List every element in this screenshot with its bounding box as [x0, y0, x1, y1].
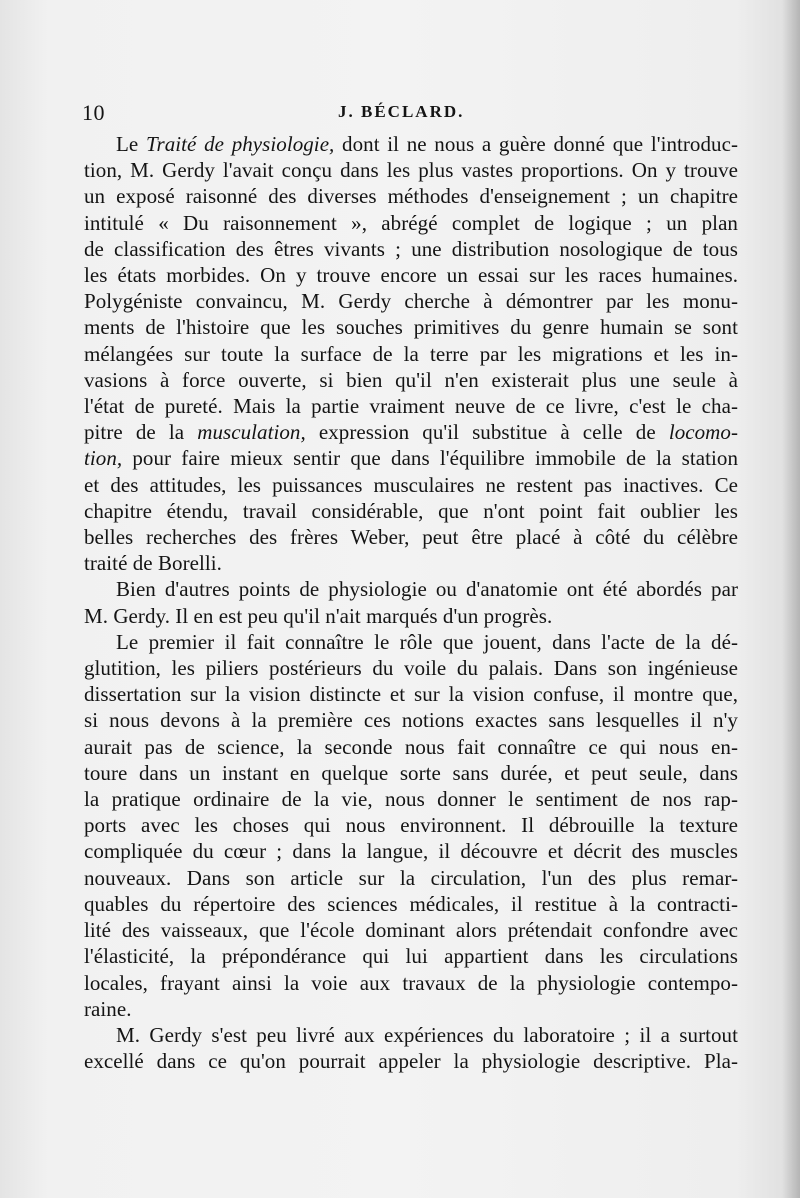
text-line — [84, 210, 738, 236]
text-run: expression qu'il substitue à celle de — [305, 420, 669, 445]
text-line — [84, 472, 738, 498]
text-line — [84, 393, 738, 419]
text-line — [84, 865, 738, 891]
text-line — [84, 760, 738, 786]
text-line — [84, 498, 738, 524]
page-edge-shadow — [782, 0, 800, 1198]
text-run: belles recherches des frères Weber, peut être placé à côté du célèbre — [84, 525, 738, 550]
text-line — [84, 262, 738, 288]
text-run: lité des vaisseaux, que l'école dominant alors prétendait confondre avec — [84, 918, 738, 943]
text-line — [84, 341, 738, 367]
text-line — [84, 996, 738, 1022]
text-run: locales, frayant ainsi la voie aux travaux de la physiologie contempo- — [84, 970, 738, 995]
text-run: si nous devons à la première ces notions exactes sans lesquelles il n'y — [84, 708, 738, 733]
text-line — [84, 943, 738, 969]
text-run: les états morbides. On y trouve encore un essai sur les races humaines. — [84, 263, 738, 288]
text-line — [84, 524, 738, 550]
text-run: l'élasticité, la prépondérance qui lui appartient dans les circulations — [84, 944, 738, 969]
text-line — [84, 734, 738, 760]
text-line — [84, 445, 738, 471]
text-run: de classification des êtres vivants ; une distribution nosologique de tous — [84, 236, 738, 261]
italic-text: tion, — [84, 446, 123, 471]
text-line — [84, 655, 738, 681]
text-run: Le — [116, 132, 146, 156]
text-line — [84, 157, 738, 183]
text-line — [84, 1022, 738, 1048]
text-line — [84, 419, 738, 445]
text-run: compliquée du cœur ; dans la langue, il découvre et décrit des muscles — [84, 839, 738, 864]
text-run: l'état de pureté. Mais la partie vraiment neuve de ce livre, c'est le cha- — [84, 394, 738, 419]
text-run: mélangées sur toute la surface de la terre par les migrations et les in- — [84, 341, 738, 366]
text-line — [84, 786, 738, 812]
text-line — [84, 367, 738, 393]
text-run: tion, M. Gerdy l'avait conçu dans les plus vastes proportions. On y trouve — [84, 158, 738, 183]
page-number: 10 — [82, 100, 105, 125]
text-run: intitulé « Du raisonnement », abrégé complet de logique ; un plan — [84, 210, 738, 235]
text-run: M. Gerdy s'est peu livré aux expériences du laboratoire ; il a surtout — [116, 1022, 738, 1047]
page-header — [82, 92, 738, 128]
text-line — [84, 576, 738, 602]
text-run: excellé dans ce qu'on pourrait appeler la physiologie descriptive. Pla- — [84, 1049, 738, 1074]
text-line — [84, 288, 738, 314]
text-run: dissertation sur la vision distincte et sur la vision confuse, il montre que, — [84, 682, 738, 707]
text-run: ports avec les choses qui nous environnent. Il débrouille la texture — [84, 813, 738, 838]
text-run: aurait pas de science, la seconde nous fait connaître ce qui nous en- — [84, 734, 738, 759]
text-line — [84, 1048, 738, 1074]
text-run: Le premier il fait connaître le rôle que jouent, dans l'acte de la dé- — [116, 629, 738, 654]
text-line — [84, 707, 738, 733]
text-line — [84, 891, 738, 917]
text-run: traité de Borelli. — [84, 551, 222, 576]
body-text — [84, 131, 738, 1074]
italic-text: musculation, — [197, 420, 306, 445]
text-run: Polygéniste convaincu, M. Gerdy cherche à démontrer par les monu- — [84, 289, 738, 314]
text-run: et des attitudes, les puissances musculaires ne restent pas inactives. Ce — [84, 472, 738, 497]
text-line — [84, 550, 738, 576]
text-line — [84, 314, 738, 340]
running-head: J. BÉCLARD. — [338, 102, 465, 121]
text-line — [84, 812, 738, 838]
text-run: toure dans un instant en quelque sorte sans durée, et peut seule, dans — [84, 760, 738, 785]
text-run: raine. — [84, 996, 132, 1021]
text-line — [84, 838, 738, 864]
text-line — [84, 629, 738, 655]
italic-text: Traité de physiologie, — [145, 132, 335, 156]
text-line — [84, 681, 738, 707]
text-run: dont il ne nous a guère donné que l'introduc- — [334, 132, 738, 156]
text-line — [84, 917, 738, 943]
text-line — [84, 236, 738, 262]
text-run: nouveaux. Dans son article sur la circulation, l'un des plus remar- — [84, 865, 738, 890]
text-run: un exposé raisonné des diverses méthodes d'enseignement ; un chapitre — [84, 184, 738, 209]
text-run: ments de l'histoire que les souches primitives du genre humain se sont — [84, 315, 738, 340]
text-run: Bien d'autres points de physiologie ou d'anatomie ont été abordés par — [116, 577, 738, 602]
text-run: pour faire mieux sentir que dans l'équilibre immobile de la station — [122, 446, 738, 471]
text-line — [84, 970, 738, 996]
text-line — [84, 183, 738, 209]
text-line — [84, 131, 738, 157]
text-run: glutition, les piliers postérieurs du voile du palais. Dans son ingénieuse — [84, 656, 738, 681]
text-run: chapitre étendu, travail considérable, que n'ont point fait oublier les — [84, 498, 738, 523]
italic-text: locomo- — [668, 420, 738, 445]
text-run: vasions à force ouverte, si bien qu'il n'en existerait plus une seule à — [84, 367, 738, 392]
text-run: quables du répertoire des sciences médicales, il restitue à la contracti- — [84, 891, 738, 916]
text-run: pitre de la — [84, 420, 198, 445]
text-line — [84, 603, 738, 629]
text-run: la pratique ordinaire de la vie, nous donner le sentiment de nos rap- — [84, 787, 738, 812]
text-run: M. Gerdy. Il en est peu qu'il n'ait marqués d'un progrès. — [84, 603, 553, 628]
